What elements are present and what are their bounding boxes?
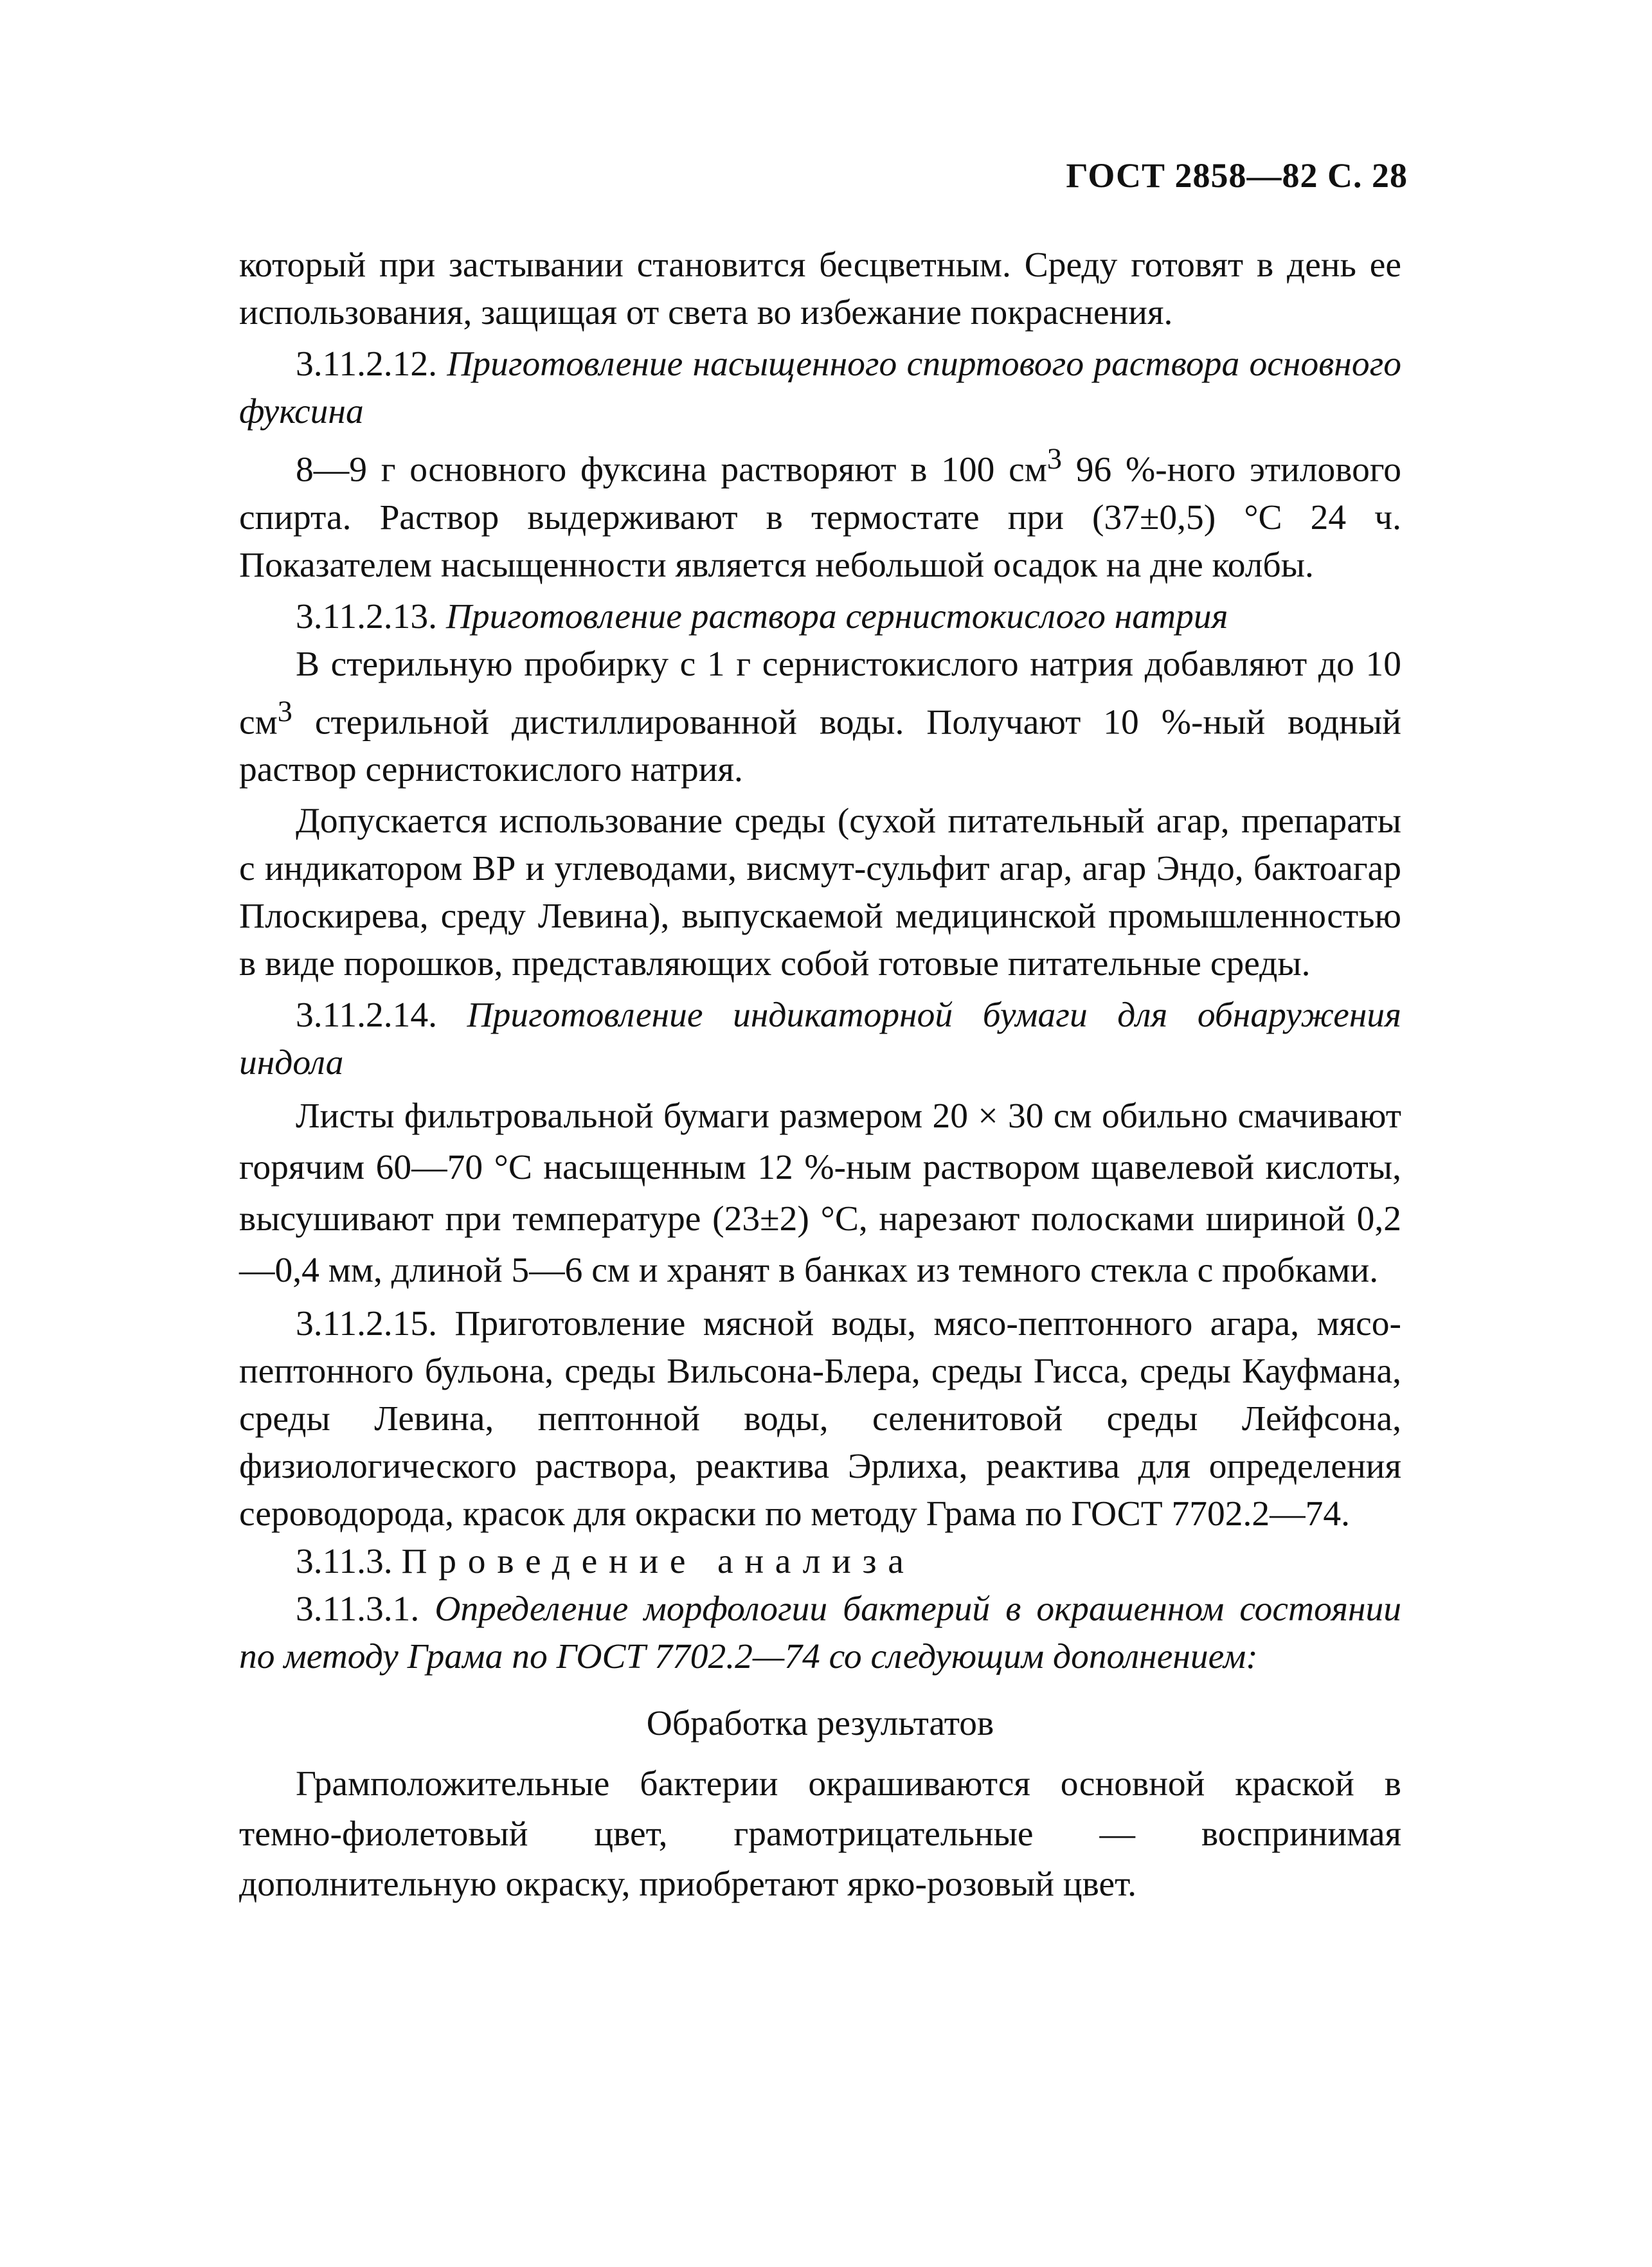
section-number: 3.11.3. bbox=[296, 1542, 402, 1581]
paragraph-text: В стерильную пробирку с 1 г сернистокислого натрия добавляют до 10 см bbox=[239, 644, 1401, 742]
paragraph-text: который при застывании становится бесцветным. Среду готовят в день ее использования, защищая от света во избежание покраснения. bbox=[239, 246, 1401, 332]
section-number: 3.11.2.13. bbox=[296, 596, 446, 636]
section-title: Проведение анализа bbox=[401, 1542, 915, 1581]
section-title: Приготовление раствора сернистокислого натрия bbox=[445, 596, 1228, 636]
section-number: 3.11.3.1. bbox=[296, 1590, 435, 1629]
superscript: 3 bbox=[277, 695, 292, 728]
section-number: 3.11.2.14. bbox=[296, 996, 467, 1035]
paragraph-text: стерильной дистиллированной воды. Получают 10 %-ный водный раствор сернистокислого натрия. bbox=[239, 703, 1401, 789]
paragraph-continuation bbox=[239, 242, 1401, 337]
paragraph-text: Грамположительные бактерии окрашиваются основной краской в темно-фиолетовый цвет, грамотрицательные — воспринимая дополнительную окраску, приобретают ярко-розовый цвет. bbox=[239, 1764, 1401, 1904]
section-number: 3.11.2.12. bbox=[296, 345, 447, 384]
paragraph-media bbox=[239, 798, 1401, 988]
paragraph-indicator-paper bbox=[239, 1091, 1401, 1296]
section-3-11-2-14 bbox=[239, 992, 1401, 1087]
paragraph-text: 96 %-ного этилового спирта. Раствор выдерживают в термостате при (37±0,5) °С 24 ч. Показателем насыщенности является небольшой осадок на дне колбы. bbox=[239, 450, 1401, 585]
document-body bbox=[239, 242, 1401, 1910]
paragraph-text: 8—9 г основного фуксина растворяют в 100 см bbox=[296, 450, 1047, 490]
section-title: Приготовление индикаторной бумаги для обнаружения индола bbox=[239, 996, 1401, 1082]
section-3-11-2-15 bbox=[239, 1300, 1401, 1538]
subheading bbox=[239, 1700, 1401, 1748]
paragraph-text: Допускается использование среды (сухой питательный агар, препараты с индикатором ВР и углеводами, висмут-сульфит агар, агар Эндо, бактоагар Плоскирева, среду Левина), выпускаемой медицинской промышленностью в виде порошков, представляющих собой готовые питательные среды. bbox=[239, 802, 1401, 983]
paragraph-sulfite bbox=[239, 641, 1401, 794]
paragraph-text: Листы фильтровальной бумаги размером 20 × 30 см обильно смачивают горячим 60—70 °С насыщенным 12 %-ным раствором щавелевой кислоты, высушивают при температуре (23±2) °С, нарезают полосками шириной 0,2—0,4 мм, длиной 5—6 см и хранят в банках из темного стекла с пробками. bbox=[239, 1097, 1401, 1290]
page-header: ГОСТ 2858—82 С. 28 bbox=[1066, 156, 1408, 195]
section-3-11-2-13 bbox=[239, 593, 1401, 641]
section-title: Приготовление насыщенного спиртового раствора основного фуксина bbox=[239, 345, 1401, 431]
subheading-text: Обработка результатов bbox=[646, 1704, 994, 1743]
paragraph-text: 3.11.2.15. Приготовление мясной воды, мясо-пептонного агара, мясо-пептонного бульона, среды Вильсона-Блера, среды Гисса, среды Кауфмана, среды Левина, пептонной воды, селенитовой среды Лейфсона, физиологического раствора, реактива Эрлиха, реактива для определения сероводорода, красок для окраски по методу Грама по ГОСТ 7702.2—74. bbox=[239, 1304, 1401, 1534]
section-3-11-3-1 bbox=[239, 1586, 1401, 1681]
section-3-11-2-12 bbox=[239, 341, 1401, 436]
superscript: 3 bbox=[1046, 443, 1063, 476]
paragraph-fuchsin bbox=[239, 436, 1401, 589]
paragraph-results bbox=[239, 1759, 1401, 1910]
section-title: Определение морфологии бактерий в окрашенном состоянии по методу Грама по ГОСТ 7702.2—74 со следующим дополнением: bbox=[239, 1590, 1401, 1676]
section-3-11-3 bbox=[239, 1538, 1401, 1586]
